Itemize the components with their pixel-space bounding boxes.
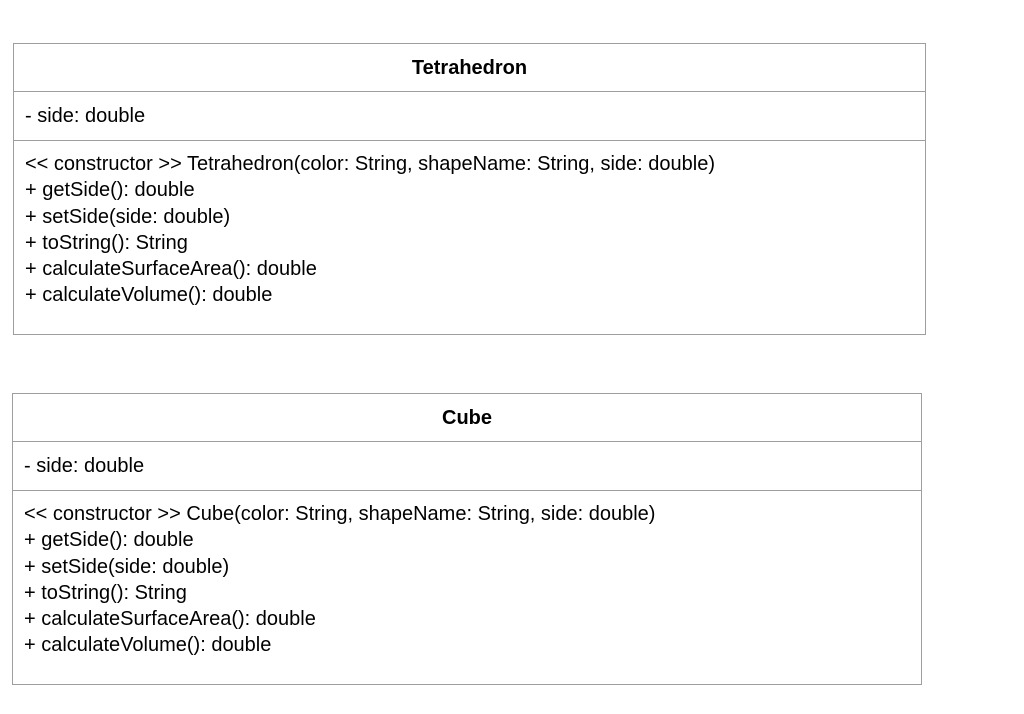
method-line: + toString(): String	[25, 231, 188, 254]
class-name: Cube	[13, 394, 921, 442]
methods-section	[13, 491, 921, 659]
attributes-section	[13, 442, 921, 491]
class-name: Tetrahedron	[14, 44, 925, 92]
method-line: + getSide(): double	[24, 529, 194, 552]
attribute-line: - side: double	[24, 455, 145, 477]
method-line: + toString(): String	[24, 581, 187, 604]
method-line: + calculateVolume(): double	[24, 634, 272, 657]
method-line: << constructor >> Cube(color: String, shapeName: String, side: double)	[24, 503, 656, 525]
method-line: + getSide(): double	[25, 179, 195, 202]
method-line: + calculateVolume(): double	[25, 284, 273, 307]
uml-class-tetrahedron	[13, 43, 926, 335]
method-line: + setSide(side: double)	[24, 555, 230, 578]
method-line: + calculateSurfaceArea(): double	[24, 608, 316, 631]
methods-section	[14, 141, 925, 309]
method-line: + setSide(side: double)	[25, 205, 231, 228]
attributes-section	[14, 92, 925, 141]
attribute-line: - side: double	[25, 105, 146, 127]
method-line: << constructor >> Tetrahedron(color: String, shapeName: String, side: double)	[25, 153, 716, 175]
uml-class-cube	[12, 393, 922, 685]
method-line: + calculateSurfaceArea(): double	[25, 258, 317, 281]
